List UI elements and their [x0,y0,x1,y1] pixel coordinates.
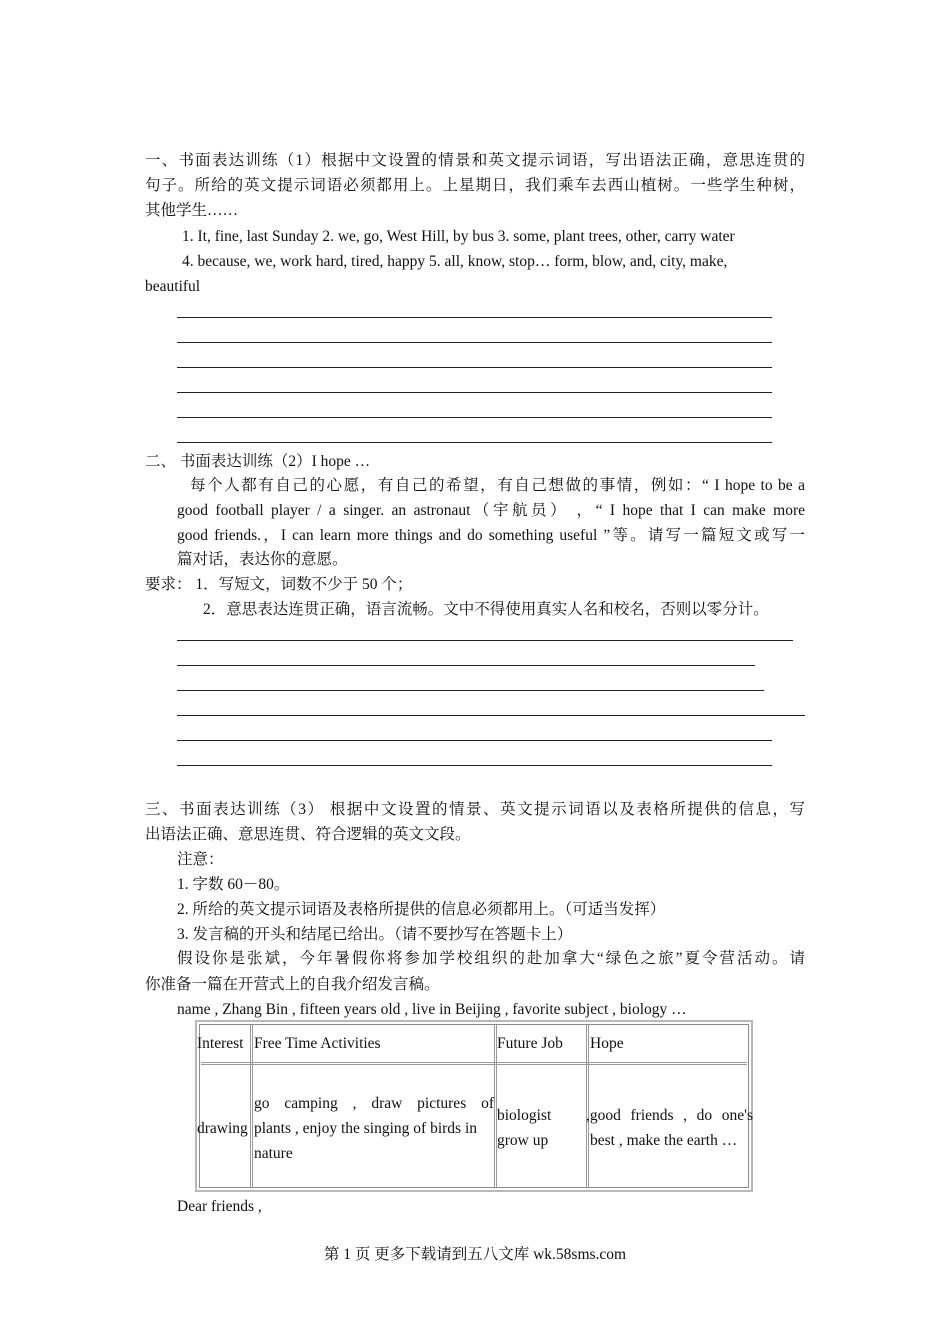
section1-line3: 其他学生…… [145,202,239,219]
table-header-interest: Interest [197,1035,244,1052]
table-cell-job-line2: grow up [497,1132,549,1149]
section3-note-label: 注意： [177,851,224,868]
section3-line1: 三、书面表达训练（3） 根据中文设置的情景、英文提示词语以及表格所提供的信息，写 [145,801,805,818]
table-header-activities: Free Time Activities [254,1035,381,1052]
table-cell-activities-line3: nature [254,1145,293,1162]
answer-line [177,392,772,393]
table-header-future-job: Future Job [497,1035,563,1052]
section1-line2: 句子。所给的英文提示词语必须都用上。上星期日，我们乘车去西山植树。一些学生种树， [145,177,805,194]
table-header-hope: Hope [590,1035,624,1052]
table-cell-activities-line1: go camping , draw pictures of [254,1095,494,1112]
section2-heading: 二、 书面表达训练（2）I hope … [145,453,371,470]
answer-line [177,740,772,741]
section1-hint1: 1. It, fine, last Sunday 2. we, go, West Hill, by bus 3. some, plant trees, other, carry water [182,228,735,245]
section3-line2: 出语法正确、意思连贯、符合逻辑的英文文段。 [145,826,471,843]
section2-requirement-1: 要求： 1．写短文，词数不少于 50 个； [145,576,413,593]
section3-note-1: 1. 字数 60－80。 [177,876,290,893]
section1-hint3: beautiful [145,278,201,295]
answer-line [177,317,772,318]
answer-line [177,417,772,418]
page-footer: 第 1 页 更多下载请到五八文库 wk.58sms.com [323,1246,627,1263]
section2-paragraph-line1: 每个人都有自己的心愿，有自己的希望，有自己想做的事情，例如：“ I hope to be a [190,477,805,494]
section1-line1: 一、书面表达训练（1）根据中文设置的情景和英文提示词语，写出语法正确，意思连贯的 [145,152,805,169]
answer-line [177,690,764,691]
answer-line [177,342,772,343]
table-column-divider [250,1025,253,1187]
table-cell-interest: drawing [197,1120,248,1137]
answer-line [177,442,772,443]
table-cell-activities-line2: plants , enjoy the singing of birds in [254,1120,478,1137]
letter-greeting: Dear friends , [177,1198,262,1215]
section3-scenario-line2: 你准备一篇在开营式上的自我介绍发言稿。 [145,976,440,993]
section3-scenario-line1: 假设你是张斌，今年暑假你将参加学校组织的赴加拿大“绿色之旅”夏令营活动。请 [177,950,805,967]
section2-paragraph-line2: good football player / a singer. an astronaut（宇航员） ，“ I hope that I can make more [177,502,805,519]
section2-paragraph-line4: 篇对话，表达你的意愿。 [177,551,348,568]
answer-line [177,765,772,766]
table-cell-hope-line1: ,good friends , do one's [586,1107,753,1124]
section3-prompt: name , Zhang Bin , fifteen years old , live in Beijing , favorite subject , biology … [177,1001,687,1018]
answer-line [177,367,772,368]
section3-note-3: 3. 发言稿的开头和结尾已给出。（请不要抄写在答题卡上） [177,926,573,943]
section2-paragraph-line3: good friends.，I can learn more things and do something useful ”等。请写一篇短文或写一 [177,527,805,544]
section2-requirement-2: 2．意思表达连贯正确，语言流畅。文中不得使用真实人名和校名，否则以零分计。 [203,601,769,618]
section3-note-2: 2. 所给的英文提示词语及表格所提供的信息必须都用上。（可适当发挥） [177,901,666,918]
answer-line [177,640,793,641]
table-cell-job-line1: biologist [497,1107,552,1124]
table-row-divider [201,1062,747,1065]
answer-line [177,665,755,666]
answer-line [177,715,805,716]
section1-hint2: 4. because, we, work hard, tired, happy 5. all, know, stop… form, blow, and, city, make, [182,253,728,270]
table-cell-hope-line2: best , make the earth … [590,1132,738,1149]
